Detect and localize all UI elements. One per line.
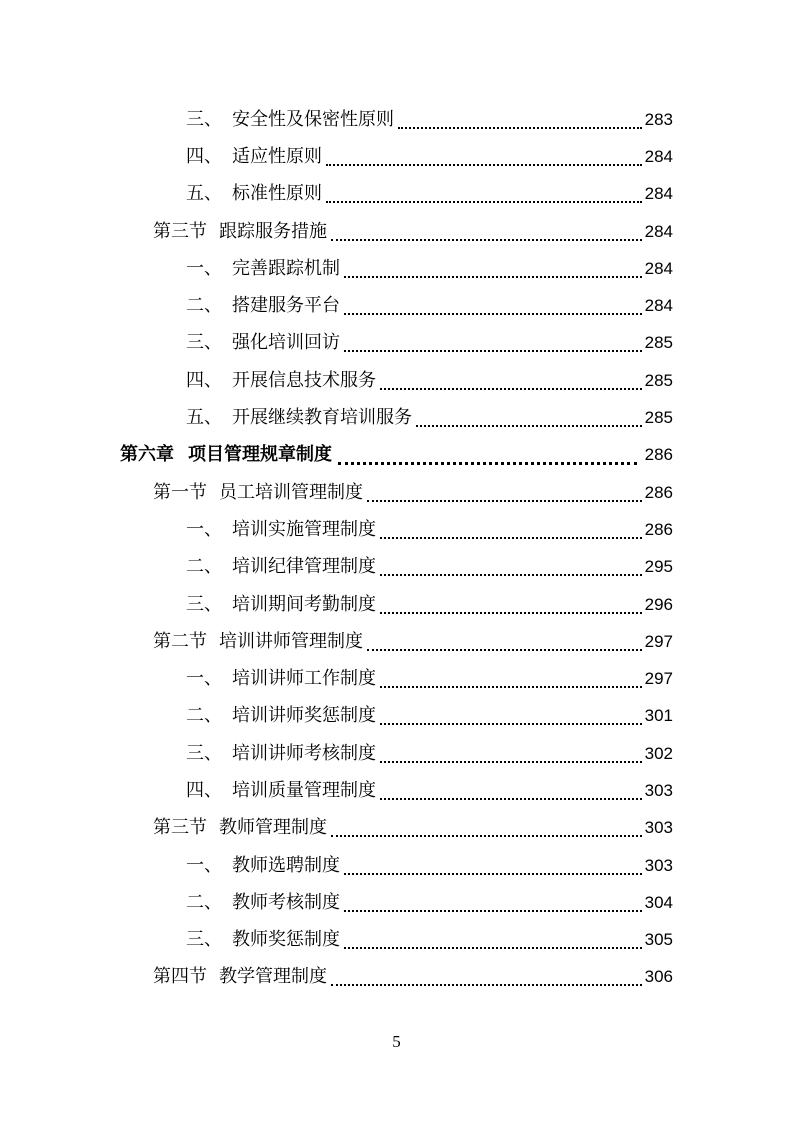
toc-entry-page-number: 303 xyxy=(644,818,673,838)
toc-entry-number: 二、 xyxy=(186,891,222,913)
toc-entry-title: 开展继续教育培训服务 xyxy=(232,407,412,429)
toc-entry-number: 第六章 xyxy=(120,444,174,466)
toc-entry-title: 强化培训回访 xyxy=(232,332,340,354)
toc-dot-leader xyxy=(367,649,642,651)
toc-subsection-entry[interactable] xyxy=(0,250,793,287)
toc-dot-leader xyxy=(380,686,642,688)
toc-dot-leader xyxy=(344,910,642,912)
toc-entry-number: 三、 xyxy=(186,742,222,764)
toc-dot-leader xyxy=(344,947,642,949)
toc-entry-page-number: 305 xyxy=(644,930,673,950)
toc-dot-leader xyxy=(416,425,642,427)
toc-dot-leader xyxy=(380,761,642,763)
toc-entry-page-number: 286 xyxy=(644,519,673,539)
toc-dot-leader xyxy=(331,984,642,986)
toc-subsection-entry[interactable] xyxy=(0,772,793,809)
toc-entry-page-number: 286 xyxy=(644,445,673,465)
toc-dot-leader xyxy=(380,537,642,539)
toc-entry-title: 教师奖惩制度 xyxy=(232,929,340,951)
toc-section-entry[interactable] xyxy=(0,810,793,847)
toc-entry-page-number: 283 xyxy=(644,109,673,129)
table-of-contents xyxy=(0,101,793,996)
toc-dot-leader xyxy=(331,239,642,241)
toc-entry-title: 培训讲师工作制度 xyxy=(232,668,376,690)
toc-entry-page-number: 306 xyxy=(644,967,673,987)
toc-subsection-entry[interactable] xyxy=(0,698,793,735)
toc-dot-leader xyxy=(331,835,642,837)
toc-dot-leader xyxy=(344,873,642,875)
toc-subsection-entry[interactable] xyxy=(0,549,793,586)
toc-subsection-entry[interactable] xyxy=(0,399,793,436)
toc-entry-number: 四、 xyxy=(186,369,222,391)
toc-entry-number: 一、 xyxy=(186,257,222,279)
toc-dot-leader xyxy=(338,462,637,465)
toc-dot-leader xyxy=(380,723,642,725)
toc-section-entry[interactable] xyxy=(0,474,793,511)
toc-entry-title: 培训讲师奖惩制度 xyxy=(232,705,376,727)
toc-entry-page-number: 284 xyxy=(644,221,673,241)
toc-chapter-entry[interactable] xyxy=(0,437,793,474)
toc-section-entry[interactable] xyxy=(0,959,793,996)
toc-entry-page-number: 284 xyxy=(644,184,673,204)
toc-entry-number: 二、 xyxy=(186,295,222,317)
toc-entry-number: 三、 xyxy=(186,108,222,130)
toc-subsection-entry[interactable] xyxy=(0,660,793,697)
toc-entry-page-number: 302 xyxy=(644,743,673,763)
toc-subsection-entry[interactable] xyxy=(0,511,793,548)
toc-entry-number: 二、 xyxy=(186,556,222,578)
toc-entry-page-number: 295 xyxy=(644,557,673,577)
toc-entry-number: 三、 xyxy=(186,929,222,951)
toc-entry-number: 第二节 xyxy=(153,630,207,652)
toc-subsection-entry[interactable] xyxy=(0,287,793,324)
toc-entry-number: 一、 xyxy=(186,854,222,876)
toc-entry-page-number: 297 xyxy=(644,631,673,651)
toc-entry-page-number: 303 xyxy=(644,780,673,800)
toc-entry-number: 第三节 xyxy=(153,817,207,839)
toc-entry-page-number: 284 xyxy=(644,146,673,166)
toc-entry-number: 一、 xyxy=(186,518,222,540)
toc-entry-page-number: 285 xyxy=(644,370,673,390)
toc-dot-leader xyxy=(367,500,642,502)
toc-entry-title: 安全性及保密性原则 xyxy=(232,108,394,130)
toc-entry-title: 项目管理规章制度 xyxy=(188,444,332,466)
toc-entry-page-number: 296 xyxy=(644,594,673,614)
toc-entry-number: 四、 xyxy=(186,145,222,167)
toc-section-entry[interactable] xyxy=(0,623,793,660)
toc-entry-title: 教师考核制度 xyxy=(232,891,340,913)
toc-subsection-entry[interactable] xyxy=(0,922,793,959)
toc-dot-leader xyxy=(380,574,642,576)
toc-entry-title: 培训讲师考核制度 xyxy=(232,742,376,764)
toc-entry-number: 第一节 xyxy=(153,481,207,503)
toc-subsection-entry[interactable] xyxy=(0,176,793,213)
toc-entry-title: 标准性原则 xyxy=(232,183,322,205)
toc-entry-title: 培训质量管理制度 xyxy=(232,779,376,801)
toc-entry-title: 跟踪服务措施 xyxy=(219,220,327,242)
toc-entry-page-number: 285 xyxy=(644,333,673,353)
toc-entry-page-number: 301 xyxy=(644,706,673,726)
toc-entry-number: 五、 xyxy=(186,183,222,205)
toc-entry-title: 员工培训管理制度 xyxy=(219,481,363,503)
toc-entry-title: 适应性原则 xyxy=(232,145,322,167)
toc-dot-leader xyxy=(326,201,642,203)
toc-dot-leader xyxy=(398,127,642,129)
toc-subsection-entry[interactable] xyxy=(0,325,793,362)
toc-entry-page-number: 285 xyxy=(644,408,673,428)
toc-entry-title: 开展信息技术服务 xyxy=(232,369,376,391)
toc-entry-number: 三、 xyxy=(186,332,222,354)
toc-entry-title: 培训讲师管理制度 xyxy=(219,630,363,652)
toc-entry-number: 一、 xyxy=(186,668,222,690)
toc-entry-page-number: 286 xyxy=(644,482,673,502)
toc-entry-title: 培训实施管理制度 xyxy=(232,518,376,540)
toc-entry-page-number: 304 xyxy=(644,892,673,912)
toc-dot-leader xyxy=(380,388,642,390)
toc-dot-leader xyxy=(380,612,642,614)
toc-entry-title: 完善跟踪机制 xyxy=(232,257,340,279)
toc-entry-number: 五、 xyxy=(186,407,222,429)
toc-dot-leader xyxy=(344,350,642,352)
toc-entry-title: 搭建服务平台 xyxy=(232,295,340,317)
toc-entry-title: 培训纪律管理制度 xyxy=(232,556,376,578)
toc-entry-number: 第四节 xyxy=(153,966,207,988)
toc-dot-leader xyxy=(344,276,642,278)
toc-entry-number: 二、 xyxy=(186,705,222,727)
toc-section-entry[interactable] xyxy=(0,213,793,250)
toc-subsection-entry[interactable] xyxy=(0,138,793,175)
toc-entry-number: 三、 xyxy=(186,593,222,615)
toc-entry-number: 四、 xyxy=(186,779,222,801)
page-number: 5 xyxy=(392,1032,401,1051)
toc-entry-title: 教师管理制度 xyxy=(219,817,327,839)
toc-dot-leader xyxy=(380,798,642,800)
toc-subsection-entry[interactable] xyxy=(0,586,793,623)
toc-subsection-entry[interactable] xyxy=(0,884,793,921)
toc-dot-leader xyxy=(344,313,642,315)
toc-entry-page-number: 303 xyxy=(644,855,673,875)
toc-subsection-entry[interactable] xyxy=(0,362,793,399)
toc-entry-page-number: 284 xyxy=(644,296,673,316)
toc-entry-title: 培训期间考勤制度 xyxy=(232,593,376,615)
toc-entry-title: 教学管理制度 xyxy=(219,966,327,988)
toc-entry-number: 第三节 xyxy=(153,220,207,242)
toc-entry-title: 教师选聘制度 xyxy=(232,854,340,876)
toc-dot-leader xyxy=(326,164,642,166)
toc-subsection-entry[interactable] xyxy=(0,735,793,772)
toc-entry-page-number: 297 xyxy=(644,669,673,689)
toc-entry-page-number: 284 xyxy=(644,258,673,278)
toc-subsection-entry[interactable] xyxy=(0,101,793,138)
toc-subsection-entry[interactable] xyxy=(0,847,793,884)
